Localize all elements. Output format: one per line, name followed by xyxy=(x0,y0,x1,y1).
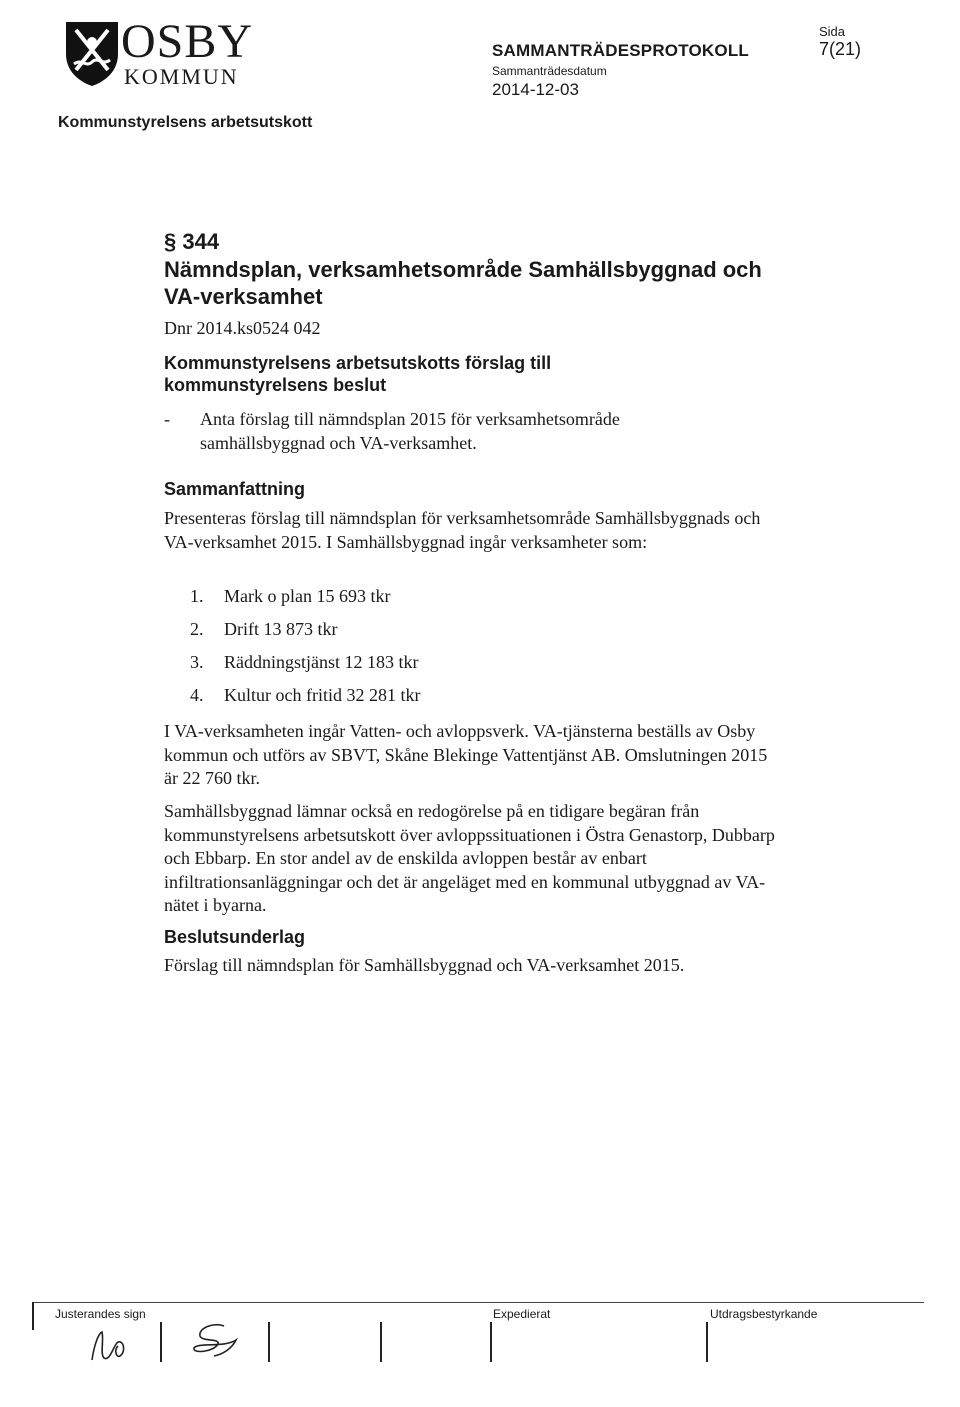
summary-heading: Sammanfattning xyxy=(164,479,306,499)
list-item-number: 1. xyxy=(190,586,204,606)
paragraph-number: § 344 xyxy=(164,229,220,254)
osby-coat-of-arms-logo xyxy=(64,20,120,88)
list-item-text: Kultur och fritid 32 281 tkr xyxy=(224,685,421,705)
signature-divider xyxy=(268,1322,270,1362)
proposal-item-dash: - xyxy=(164,409,170,429)
document-type: SAMMANTRÄDESPROTOKOLL xyxy=(492,41,749,60)
signature-divider xyxy=(706,1322,708,1362)
signature-divider xyxy=(490,1322,492,1362)
signature-divider xyxy=(380,1322,382,1362)
list-item xyxy=(190,685,420,706)
meeting-date-label: Sammanträdesdatum xyxy=(492,64,607,78)
extract-certified-label: Utdragsbestyrkande xyxy=(710,1307,818,1321)
page-number: 7(21) xyxy=(819,39,862,59)
paragraph-title: Nämndsplan, verksamhetsområde Samhällsbyggnad och VA-verksamhet xyxy=(164,257,762,309)
list-item-number: 2. xyxy=(190,619,204,639)
list-item xyxy=(190,586,390,607)
list-item-number: 4. xyxy=(190,685,204,705)
list-item xyxy=(190,619,337,640)
logo-name: OSBY xyxy=(121,15,254,68)
va-paragraph: I VA-verksamheten ingår Vatten- och avloppsverk. VA-tjänsterna beställs av Osby kommun och utförs av SBVT, Skåne Blekinge Vattentjänst AB. Omslutningen 2015 är 22 760 tkr. xyxy=(164,721,768,788)
basis-heading: Beslutsunderlag xyxy=(164,927,306,947)
page-label: Sida xyxy=(819,24,846,39)
list-item-text: Drift 13 873 tkr xyxy=(224,619,338,639)
meeting-date: 2014-12-03 xyxy=(492,80,579,99)
sewage-paragraph: Samhällsbyggnad lämnar också en redogörelse på en tidigare begäran från kommunstyrelsens arbetsutskott över avloppssituationen i Östra Genastorp, Dubbarp och Ebbarp. En stor andel av de enskilda avloppen består av enbart infiltrationsanläggningar och det är angeläget med en kommunal utbyggnad av VA-nätet i byarna. xyxy=(164,801,775,915)
basis-text: Förslag till nämndsplan för Samhällsbyggnad och VA-verksamhet 2015. xyxy=(164,955,685,975)
signature-label: Justerandes sign xyxy=(55,1307,146,1321)
signature-divider xyxy=(160,1322,162,1362)
logo-subtitle: KOMMUN xyxy=(124,64,239,89)
footer-divider xyxy=(32,1302,924,1303)
handwritten-signature xyxy=(184,1318,244,1362)
list-item-text: Räddningstjänst 12 183 tkr xyxy=(224,652,419,672)
proposal-heading: Kommunstyrelsens arbetsutskotts förslag till kommunstyrelsens beslut xyxy=(164,353,552,395)
diary-number: Dnr 2014.ks0524 042 xyxy=(164,318,321,338)
committee-name: Kommunstyrelsens arbetsutskott xyxy=(58,114,313,131)
list-item-number: 3. xyxy=(190,652,204,672)
handwritten-signature xyxy=(88,1326,132,1366)
footer-box-edge xyxy=(32,1302,34,1330)
dispatched-label: Expedierat xyxy=(493,1307,551,1321)
list-item xyxy=(190,652,419,673)
summary-intro: Presenteras förslag till nämndsplan för verksamhetsområde Samhällsbyggnads och VA-verksamhet 2015. I Samhällsbyggnad ingår verksamheter som: xyxy=(164,508,761,552)
proposal-item-text: Anta förslag till nämndsplan 2015 för verksamhetsområde samhällsbyggnad och VA-verksamhet. xyxy=(200,409,620,453)
list-item-text: Mark o plan 15 693 tkr xyxy=(224,586,391,606)
